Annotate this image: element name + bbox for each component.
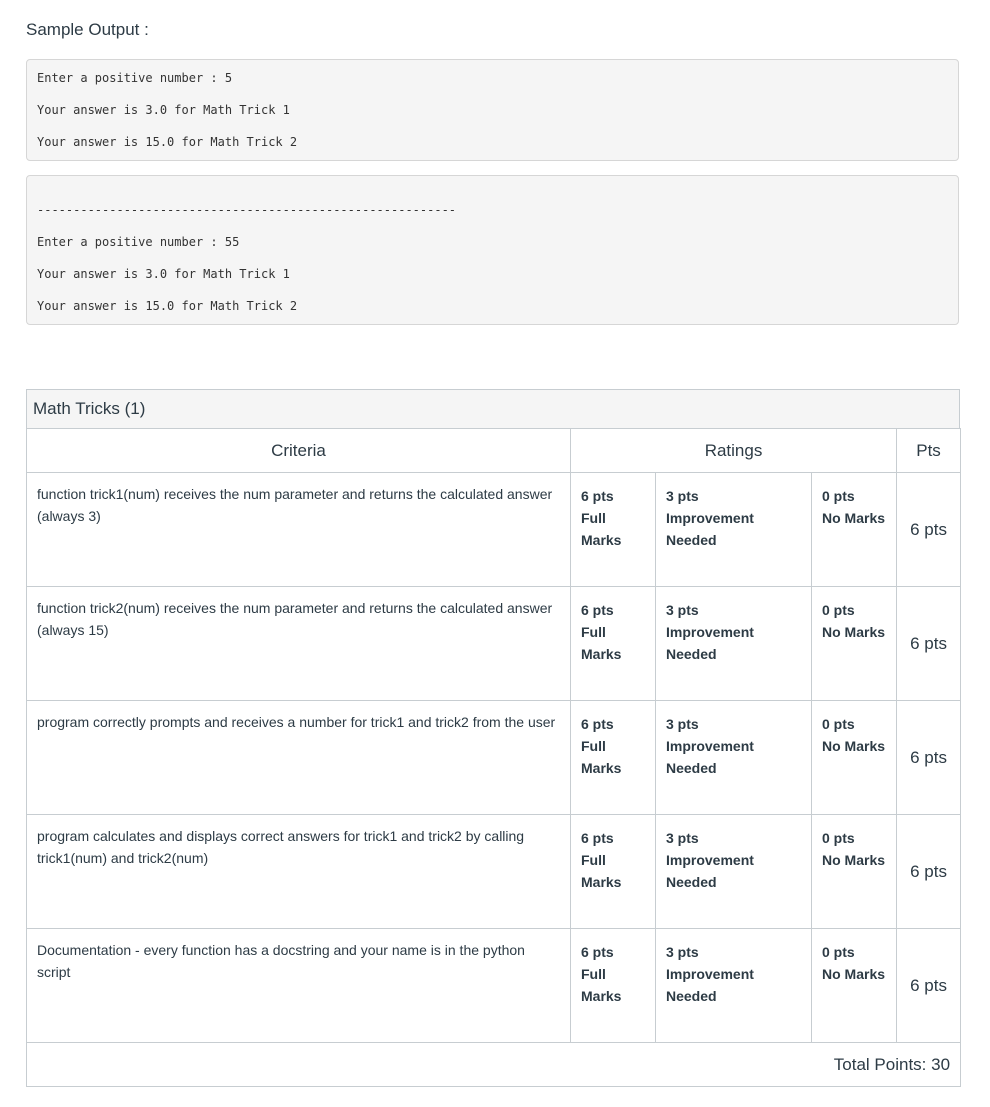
rating-points: 6 pts xyxy=(581,602,614,618)
rating-option xyxy=(656,473,812,587)
rating-points: 0 pts xyxy=(822,944,855,960)
rating-option xyxy=(812,929,897,1043)
rubric-row xyxy=(27,929,961,1043)
criterion-description: program calculates and displays correct answers for trick1 and trick2 by calling trick1(num) and trick2(num) xyxy=(27,815,571,929)
rating-description: No Marks xyxy=(822,852,886,868)
rating-description: No Marks xyxy=(822,738,886,754)
rating-description: Full Marks xyxy=(581,966,622,1004)
rating-description: No Marks xyxy=(822,966,886,982)
rating-points: 0 pts xyxy=(822,602,855,618)
rating-description: Improvement Needed xyxy=(666,624,754,662)
code-block-sample-1 xyxy=(26,59,959,161)
rubric-row xyxy=(27,815,961,929)
rating-option xyxy=(656,929,812,1043)
sample-output-heading: Sample Output : xyxy=(26,20,149,39)
rating-description: Improvement Needed xyxy=(666,852,754,890)
rating-option xyxy=(571,929,656,1043)
total-points: Total Points: 30 xyxy=(27,1043,961,1087)
code-line: Enter a positive number : 5 xyxy=(37,71,233,85)
rating-points: 3 pts xyxy=(666,488,699,504)
rating-points: 6 pts xyxy=(581,488,614,504)
rating-description: No Marks xyxy=(822,624,886,640)
rating-description: No Marks xyxy=(822,510,886,526)
code-line: Your answer is 3.0 for Math Trick 1 xyxy=(37,103,290,117)
rating-option xyxy=(571,701,656,815)
rating-option xyxy=(656,701,812,815)
rating-points: 3 pts xyxy=(666,944,699,960)
rating-option xyxy=(571,587,656,701)
criterion-description: function trick2(num) receives the num parameter and returns the calculated answer (always 15) xyxy=(27,587,571,701)
rating-option xyxy=(812,587,897,701)
rating-description: Full Marks xyxy=(581,510,622,548)
code-line: Your answer is 15.0 for Math Trick 2 xyxy=(37,135,298,149)
row-points: 6 pts xyxy=(897,929,961,1043)
row-points: 6 pts xyxy=(897,587,961,701)
rating-description: Improvement Needed xyxy=(666,738,754,776)
code-block-sample-2 xyxy=(26,175,959,325)
rating-description: Full Marks xyxy=(581,738,622,776)
rating-points: 0 pts xyxy=(822,488,855,504)
rubric-row xyxy=(27,701,961,815)
ratings-header: Ratings xyxy=(571,429,897,473)
rating-option xyxy=(656,815,812,929)
rubric-row xyxy=(27,473,961,587)
pts-header: Pts xyxy=(897,429,961,473)
rating-option xyxy=(812,815,897,929)
rating-points: 3 pts xyxy=(666,602,699,618)
rating-option xyxy=(656,587,812,701)
rating-description: Improvement Needed xyxy=(666,510,754,548)
row-points: 6 pts xyxy=(897,815,961,929)
criterion-description: Documentation - every function has a docstring and your name is in the python script xyxy=(27,929,571,1043)
code-line: Enter a positive number : 55 xyxy=(37,235,240,249)
rating-points: 6 pts xyxy=(581,830,614,846)
code-line: Your answer is 3.0 for Math Trick 1 xyxy=(37,267,290,281)
criteria-header: Criteria xyxy=(27,429,571,473)
rating-points: 6 pts xyxy=(581,716,614,732)
criterion-description: program correctly prompts and receives a number for trick1 and trick2 from the user xyxy=(27,701,571,815)
rating-description: Improvement Needed xyxy=(666,966,754,1004)
rating-description: Full Marks xyxy=(581,624,622,662)
rubric xyxy=(26,389,960,1085)
rating-points: 0 pts xyxy=(822,830,855,846)
rubric-row xyxy=(27,587,961,701)
row-points: 6 pts xyxy=(897,701,961,815)
code-line: ---------------------------------------------------------- xyxy=(37,203,457,217)
rating-option xyxy=(571,815,656,929)
rating-points: 6 pts xyxy=(581,944,614,960)
rating-option xyxy=(812,473,897,587)
rubric-title: Math Tricks (1) xyxy=(26,389,960,429)
criterion-description: function trick1(num) receives the num parameter and returns the calculated answer (always 3) xyxy=(27,473,571,587)
rating-option xyxy=(812,701,897,815)
rating-points: 3 pts xyxy=(666,716,699,732)
code-line: Your answer is 15.0 for Math Trick 2 xyxy=(37,299,298,313)
rating-description: Full Marks xyxy=(581,852,622,890)
rating-option xyxy=(571,473,656,587)
rating-points: 0 pts xyxy=(822,716,855,732)
rating-points: 3 pts xyxy=(666,830,699,846)
row-points: 6 pts xyxy=(897,473,961,587)
rubric-table xyxy=(26,428,961,1087)
